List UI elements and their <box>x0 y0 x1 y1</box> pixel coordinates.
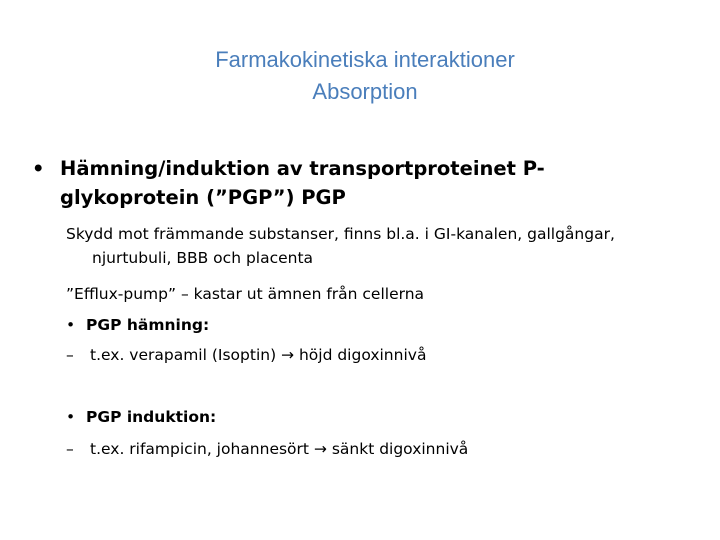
pgp-inhibition-example: t.ex. verapamil (Isoptin) → höjd digoxinnivå <box>90 346 427 364</box>
dash-icon: – <box>66 346 74 364</box>
bullet-dot-icon: • <box>32 157 45 180</box>
main-bullet-text <box>60 154 700 212</box>
sub-description <box>66 222 706 270</box>
dash-icon: – <box>66 440 74 458</box>
sub-description-line-2: njurtubuli, BBB och placenta <box>92 249 314 267</box>
sub-description-line-1: Skydd mot främmande substanser, finns bl.a. i GI-kanalen, gallgångar, <box>66 225 615 243</box>
bullet-dot-icon: • <box>66 408 76 426</box>
pgp-inhibition-label: PGP hämning: <box>86 316 210 334</box>
pgp-inhibition-heading <box>66 313 706 337</box>
main-bullet-line-2: glykoprotein (”PGP”) PGP <box>60 186 346 209</box>
pgp-induction-example: t.ex. rifampicin, johannesört → sänkt digoxinnivå <box>90 440 469 458</box>
sub-efflux: ”Efflux-pump” – kastar ut ämnen från cellerna <box>66 285 425 303</box>
bullet-dot-icon: • <box>66 316 76 334</box>
title-line-2: Absorption <box>312 79 418 104</box>
pgp-induction-label: PGP induktion: <box>86 408 217 426</box>
pgp-induction-example-row <box>66 437 706 461</box>
pgp-induction-heading <box>66 405 706 429</box>
slide-title <box>0 44 720 108</box>
pgp-inhibition-example-row <box>66 343 706 367</box>
title-line-1: Farmakokinetiska interaktioner <box>215 47 515 72</box>
main-bullet-line-1: Hämning/induktion av transportproteinet P- <box>60 157 545 180</box>
